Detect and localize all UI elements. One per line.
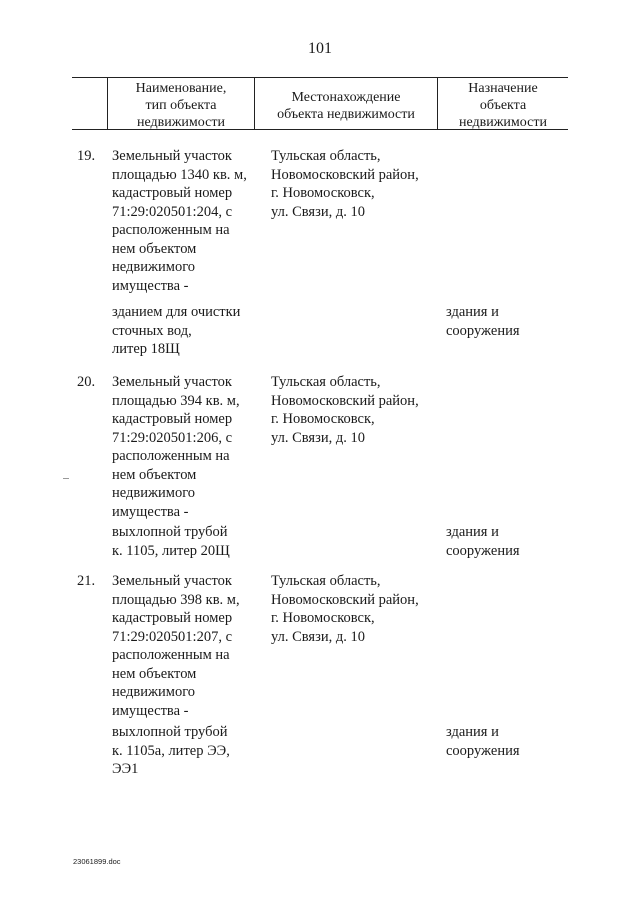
- row-number: 21.: [77, 573, 96, 589]
- row-number: 19.: [77, 148, 96, 164]
- property-object: зданием для очистки сточных вод, литер 18Щ: [112, 304, 241, 357]
- land-plot-description: Земельный участок площадью 1340 кв. м, кадастровый номер 71:29:020501:204, с расположенным на нем объектом недвижимого имущества -: [112, 148, 247, 294]
- header-top-rule: [72, 77, 568, 78]
- page-number: 101: [308, 40, 332, 57]
- property-object: выхлопной трубой к. 1105а, литер ЭЭ, ЭЭ1: [112, 724, 230, 777]
- margin-mark: [63, 478, 69, 479]
- land-plot-description: Земельный участок площадью 398 кв. м, кадастровый номер 71:29:020501:207, с расположенным на нем объектом недвижимого имущества -: [112, 573, 240, 719]
- purpose-text: здания и сооружения: [446, 524, 520, 559]
- header-bottom-rule: [72, 129, 568, 130]
- footer-filename: 23061899.doc: [73, 857, 121, 866]
- location-text: Тульская область, Новомосковский район, г. Новомосковск, ул. Связи, д. 10: [271, 148, 419, 220]
- location-text: Тульская область, Новомосковский район, г. Новомосковск, ул. Связи, д. 10: [271, 374, 419, 446]
- property-object: выхлопной трубой к. 1105, литер 20Щ: [112, 524, 230, 559]
- header-name-column: Наименование, тип объекта недвижимости: [135, 81, 227, 130]
- header-purpose-column: Назначение объекта недвижимости: [459, 81, 547, 130]
- purpose-text: здания и сооружения: [446, 304, 520, 339]
- row-number: 20.: [77, 374, 96, 390]
- purpose-text: здания и сооружения: [446, 724, 520, 759]
- header-location-column: Местонахождение объекта недвижимости: [277, 90, 415, 122]
- land-plot-description: Земельный участок площадью 394 кв. м, кадастровый номер 71:29:020501:206, с расположенным на нем объектом недвижимого имущества -: [112, 374, 240, 520]
- location-text: Тульская область, Новомосковский район, г. Новомосковск, ул. Связи, д. 10: [271, 573, 419, 645]
